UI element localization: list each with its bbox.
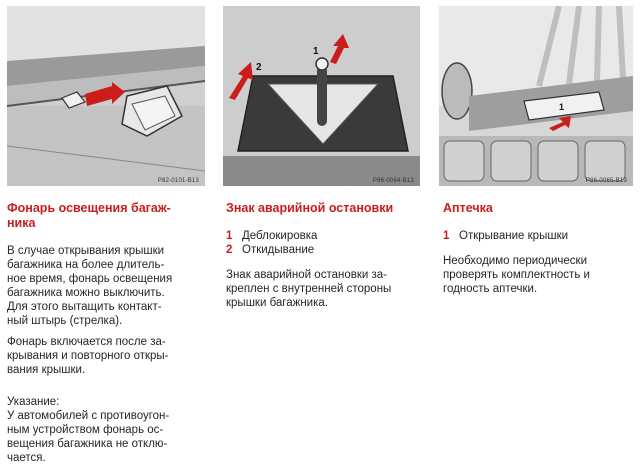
note: Указание: У автомобилей с противоугон- ным устройством фонарь ос- вещения багажника не отклю- чается.	[7, 395, 212, 465]
first-aid-kit-illustration	[439, 6, 633, 186]
warning-triangle-illustration	[223, 6, 420, 186]
legend-item: 1 Открывание крышки	[443, 230, 569, 242]
legend-item: 1 Деблокировка	[226, 230, 318, 242]
figure-trunk-lamp	[7, 6, 205, 186]
arrow-label-1: 1	[559, 102, 565, 112]
section-trunk-lamp	[7, 201, 212, 472]
note-label: Указание:	[7, 396, 60, 408]
figure-code: P86-0064-B13	[372, 178, 414, 184]
paragraph-mounting: Знак аварийной остановки за- креплен с внутренней стороны крышки багажника.	[226, 269, 392, 309]
paragraph-check: Необходимо периодически проверять комплектность и годность аптечки.	[443, 255, 590, 295]
arrow-label-2: 2	[256, 62, 262, 73]
paragraph-switch-off: В случае открывания крышки багажника на более длитель- ное время, фонарь освещения багажника можно выключить. Для этого вытащить контакт- ный штырь (стрелка).	[7, 245, 173, 327]
trunk-lamp-illustration	[7, 6, 205, 186]
section-heading: Знак аварийной остановки	[226, 201, 394, 215]
paragraph-switch-on: Фонарь включается после за- крывания и повторного откры- вания крышки.	[7, 336, 169, 376]
figure-first-aid-kit	[439, 6, 633, 186]
section-heading: Фонарь освещения багаж- ника	[7, 201, 171, 230]
figure-code: P86-0065-B13	[585, 178, 627, 184]
legend-item: 2 Откидывание	[226, 244, 315, 256]
section-warning-triangle	[226, 201, 426, 317]
arrow-label-1: 1	[313, 46, 319, 57]
section-first-aid-kit	[443, 201, 633, 303]
figure-code: P82-0101-B13	[157, 178, 199, 184]
figure-warning-triangle	[223, 6, 420, 186]
legend-list	[226, 229, 426, 257]
legend-list	[443, 229, 633, 243]
section-heading: Аптечка	[443, 201, 493, 215]
